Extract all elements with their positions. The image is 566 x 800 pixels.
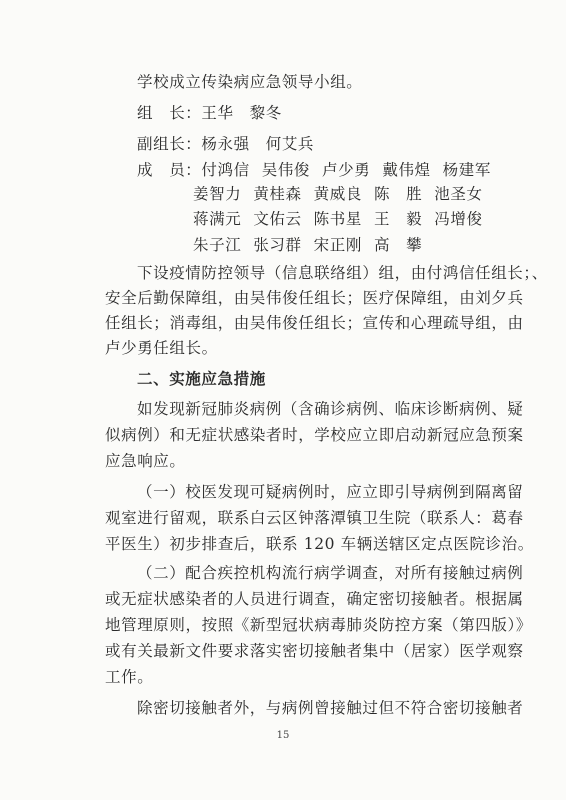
members-line [193, 184, 483, 204]
paragraph-line: 或无症状感染者的人员进行调查，确定密切接触者。根据属 [105, 590, 524, 608]
paragraph-line: 除密切接触者外，与病例曾接触过但不符合密切接触者 [137, 699, 524, 717]
member-name: 张习群 [253, 236, 302, 254]
members-line [193, 209, 483, 229]
leader-name: 黎冬 [249, 104, 282, 122]
member-name: 姜智力 [193, 185, 242, 203]
member-name: 池圣女 [434, 185, 483, 203]
deputy-name: 杨永强 [201, 135, 250, 153]
members-line [193, 235, 422, 255]
paragraph-line: 观室进行留观，联系白云区钟落潭镇卫生院（联系人：葛春 [105, 509, 524, 527]
paragraph-line: 安全后勤保障组，由吴伟俊任组长；医疗保障组，由刘夕兵 [105, 289, 524, 307]
paragraph-line: 任组长；消毒组，由吴伟俊任组长；宣传和心理疏导组，由 [105, 314, 524, 332]
member-name: 蒋满元 [193, 210, 242, 228]
member-name: 付鸿信 [201, 161, 250, 179]
member-name: 黄桂森 [253, 185, 302, 203]
deputy-label: 副组长： [137, 135, 202, 153]
intro-line: 学校成立传染病应急领导小组。 [137, 73, 363, 91]
paragraph-line: 卢少勇任组长。 [105, 339, 218, 357]
member-name: 陈书星 [313, 210, 362, 228]
paragraph-line: 工作。 [105, 668, 154, 686]
paragraph-line: 平医生）初步排查后，联系 120 车辆送辖区定点医院诊治。 [105, 535, 534, 553]
member-name: 冯增俊 [434, 210, 483, 228]
page-number: 15 [276, 730, 290, 741]
members-label: 成 员： [137, 161, 202, 179]
leader-line [137, 103, 282, 123]
paragraph-line: 应急响应。 [105, 452, 186, 470]
deputy-name: 何艾兵 [265, 135, 315, 153]
paragraph-line: 或有关最新文件要求落实密切接触者集中（居家）医学观察 [105, 642, 524, 660]
member-name: 文佑云 [253, 210, 302, 228]
deputy-line [137, 134, 314, 154]
paragraph-line: 似病例）和无症状感染者时，学校应立即启动新冠应急预案 [105, 426, 524, 444]
leader-name: 王华 [201, 104, 234, 122]
paragraph-line: 如发现新冠肺炎病例（含确诊病例、临床诊断病例、疑 [137, 400, 524, 418]
member-name: 王 毅 [373, 210, 423, 228]
member-name: 朱子江 [193, 236, 242, 254]
member-name: 陈 胜 [373, 185, 423, 203]
member-name: 高 攀 [373, 236, 423, 254]
member-name: 宋正刚 [313, 236, 362, 254]
paragraph-line: （二）配合疾控机构流行病学调查，对所有接触过病例 [137, 564, 524, 582]
paragraph-line: （一）校医发现可疑病例时，应立即引导病例到隔离留 [137, 483, 524, 501]
member-name: 杨建军 [442, 161, 491, 179]
member-name: 吴伟俊 [261, 161, 311, 179]
member-name: 卢少勇 [322, 161, 371, 179]
paragraph-line: 地管理原则，按照《新型冠状病毒肺炎防控方案（第四版）》 [105, 616, 532, 634]
leader-label: 组 长： [137, 104, 202, 122]
members-line [137, 160, 491, 180]
member-name: 戴伟煌 [382, 161, 431, 179]
section-heading: 二、实施应急措施 [137, 370, 266, 388]
paragraph-line: 下设疫情防控领导（信息联络组）组，由付鸿信任组长；、 [137, 264, 548, 282]
member-name: 黄威良 [313, 185, 362, 203]
